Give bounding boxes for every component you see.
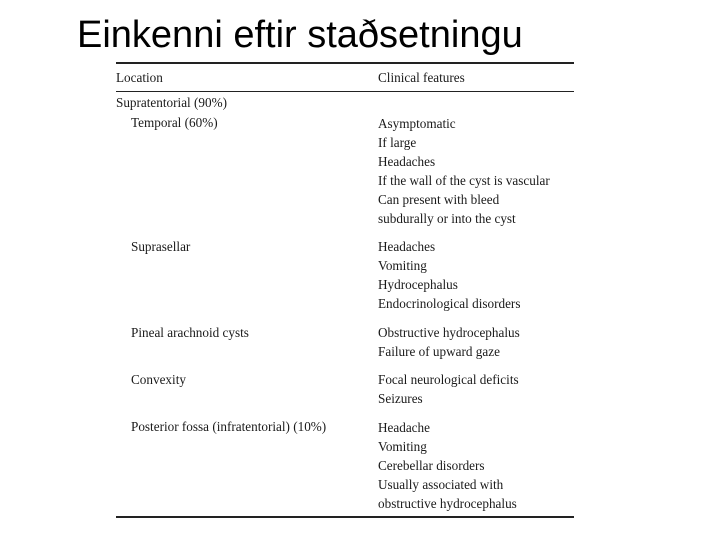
feature-cell: Seizures [378,391,423,406]
feature-cell: Cerebellar disorders [378,458,485,473]
header-rule [116,91,574,92]
slide-title: Einkenni eftir staðsetningu [77,14,523,56]
location-cell: Pineal arachnoid cysts [131,325,249,340]
feature-cell: obstructive hydrocephalus [378,496,517,511]
column-header-clinical-features: Clinical features [378,70,465,85]
feature-cell: Vomiting [378,258,427,273]
location-cell: Temporal (60%) [131,115,218,130]
feature-cell: Obstructive hydrocephalus [378,325,520,340]
table-bottom-rule [116,516,574,518]
location-cell: Posterior fossa (infratentorial) (10%) [131,419,327,434]
feature-cell: Endocrinological disorders [378,296,521,311]
feature-cell: Asymptomatic [378,116,456,131]
feature-cell: Headaches [378,239,436,254]
feature-cell: Headaches [378,154,436,169]
feature-cell: Vomiting [378,439,427,454]
feature-cell: Can present with bleed [378,192,500,207]
feature-cell: Failure of upward gaze [378,344,500,359]
location-cell: Supratentorial (90%) [116,95,227,110]
feature-cell: If large [378,135,417,150]
table-top-rule [116,62,574,64]
feature-cell: Usually associated with [378,477,504,492]
feature-cell: Hydrocephalus [378,277,458,292]
feature-cell: subdurally or into the cyst [378,211,516,226]
column-header-location: Location [116,70,163,85]
feature-cell: Headache [378,420,430,435]
clinical-features-table [116,62,574,538]
feature-cell: If the wall of the cyst is vascular [378,173,550,188]
location-cell: Suprasellar [131,239,191,254]
feature-cell: Focal neurological deficits [378,372,519,387]
location-cell: Convexity [131,372,186,387]
